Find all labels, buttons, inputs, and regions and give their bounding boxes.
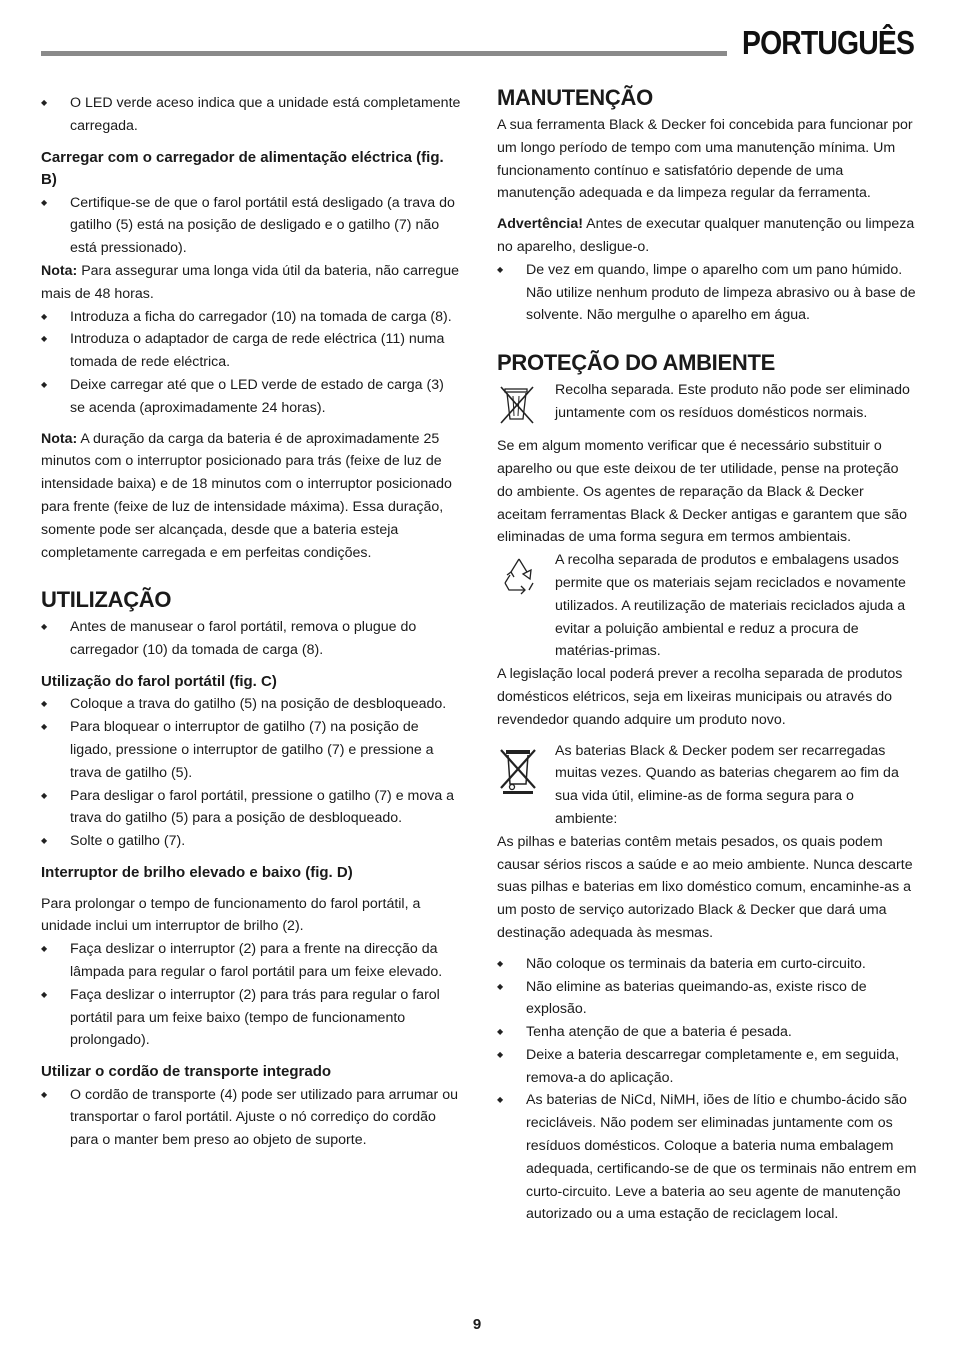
page-language-title: PORTUGUÊS [741,24,914,61]
bullet-item: ◆ Faça deslizar o interruptor (2) para trás para regular o farol portátil para um feixe baixo (tempo de funcionamento prolongado). [41,984,461,1052]
bullet-item: ◆ Solte o gatilho (7). [41,830,461,853]
strap-heading: Utilizar o cordão de transporte integrado [41,1063,332,1081]
bullet-item: ◆ As baterias de NiCd, NiMH, iões de lítio e chumbo-ácido são recicláveis. Não podem ser eliminadas juntamente com os resíduos domésticos. Coloque a bateria numa embalagem adequada, certificando-se de que os terminais não entrem em curto-circuito. Leve a bateria ao seu agente de manutenção autorizado ou a uma estação de reciclagem local. [497,1089,917,1226]
note-charge-duration [41,428,461,565]
environment-paragraph-3: As pilhas e baterias contêm metais pesados, os quais podem causar sérios riscos a saúde e ao meio ambiente. Nunca descarte suas pilhas e baterias em lixo doméstico comum, encaminhe-as a um posto de serviço autorizado Black & Decker que dará uma destinação adequada às mesmas. [497,833,913,941]
charge-bullet-list-2 [41,306,461,420]
bullet-item: ◆ Coloque a trava do gatilho (5) na posição de desbloqueado. [41,693,461,716]
bullet-item: ◆ O LED verde aceso indica que a unidade está completamente carregada. [41,92,461,138]
bullet-item: ◆ Para desligar o farol portátil, pressione o gatilho (7) e mova a trava do gatilho (5) para a posição de desbloqueado. [41,785,461,831]
strap-bullet-list [41,1084,461,1152]
maintenance-warning [497,213,917,259]
bullet-item: ◆ Introduza o adaptador de carga de rede eléctrica (11) numa tomada de rede eléctrica. [41,328,461,374]
battery-disposal-row [497,740,917,831]
brightness-heading: Interruptor de brilho elevado e baixo (fig. D) [41,864,353,882]
environment-paragraph-1: Se em algum momento verificar que é necessário substituir o aparelho ou que este deixou de ter utilidade, pense na proteção do ambiente. Os agentes de reparação da Black & Decker aceitam ferramentas Black & Decker antigas e garantem que são eliminadas de uma forma segura em termos ambientais. [497,438,908,546]
section-heading-ambiente: PROTEÇÃO DO AMBIENTE [497,350,775,376]
header-rule [41,51,727,56]
charge-bullet-list-1 [41,192,461,260]
brightness-bullet-list [41,938,461,1052]
section-heading-utilizacao: UTILIZAÇÃO [41,587,172,613]
lamp-use-heading: Utilização do farol portátil (fig. C) [41,672,277,690]
note-battery-life [41,260,461,306]
right-column [497,84,917,1226]
recycling-text: A recolha separada de produtos e embalagens usados permite que os materiais sejam reciclados e novamente utilizados. A reutilização de materiais reciclados ajuda a evitar a poluição ambiental e reduz a procura de matérias-primas. [555,552,906,660]
crossed-bin-icon [497,383,543,427]
bullet-item: ◆ Não coloque os terminais da bateria em curto-circuito. [497,953,917,976]
note-label: Nota: [41,262,78,279]
charge-heading: Carregar com o carregador de alimentação eléctrica (fig. B) [41,148,444,189]
use-bullet-list [41,616,461,662]
recycling-row [497,549,917,663]
bullet-item: ◆ De vez em quando, limpe o aparelho com um pano húmido. Não utilize nenhum produto de limpeza abrasivo ou à base de solvente. Não mergulhe o aparelho em água. [497,259,917,327]
maintenance-text: A sua ferramenta Black & Decker foi concebida para funcionar por um longo período de tempo com uma manutenção mínima. Um funcionamento contínuo e satisfatório depende de uma manutenção adequada e da limpeza regular da ferramenta. [497,117,913,202]
bullet-item: ◆ Deixe carregar até que o LED verde de estado de carga (3) se acenda (aproximadamente 24 horas). [41,374,461,420]
recycle-icon [497,553,543,597]
environment-paragraph-2: A legislação local poderá prever a recolha separada de produtos domésticos elétricos, seja em lixeiras municipais ou através do revendedor quando adquire um produto novo. [497,666,903,728]
bullet-item: ◆ Faça deslizar o interruptor (2) para a frente na direcção da lâmpada para regular o farol portátil para um feixe elevado. [41,938,461,984]
bullet-item: ◆ Não elimine as baterias queimando-as, existe risco de explosão. [497,976,917,1022]
bullet-item: ◆ Para bloquear o interruptor de gatilho (7) na posição de ligado, pressione o interruptor de gatilho (7) e pressione a trava de gatilho (5). [41,716,461,784]
lamp-bullet-list [41,693,461,853]
intro-bullet-list [41,92,461,138]
note-label: Nota: [41,430,78,447]
warning-text: Antes de executar qualquer manutenção ou limpeza no aparelho, desligue-o. [497,216,915,255]
battery-disposal-text: As baterias Black & Decker podem ser recarregadas muitas vezes. Quando as baterias chegarem ao fim da sua vida útil, elimine-as de forma segura para o ambiente: [555,742,899,827]
separate-collection-text: Recolha separada. Este produto não pode ser eliminado juntamente com os resíduos domésticos normais. [555,382,910,421]
warning-label: Advertência! [497,216,583,233]
bullet-item: ◆ Certifique-se de que o farol portátil está desligado (a trava do gatilho (5) está na posição de desligado e o gatilho (7) não está pressionado). [41,192,461,260]
maintenance-bullet-list [497,259,917,327]
bullet-item: ◆ Deixe a bateria descarregar completamente e, em seguida, remova-a do aplicação. [497,1044,917,1090]
left-column [41,92,461,1152]
battery-bullet-list [497,953,917,1227]
bullet-item: ◆ Tenha atenção de que a bateria é pesada. [497,1021,917,1044]
page-number: 9 [472,1316,482,1333]
brightness-text: Para prolongar o tempo de funcionamento do farol portátil, a unidade inclui um interruptor de brilho (2). [41,895,421,935]
bullet-item: ◆ O cordão de transporte (4) pode ser utilizado para arrumar ou transportar o farol portátil. Ajuste o nó corrediço do cordão para o manter bem preso ao objeto de suporte. [41,1084,461,1152]
bullet-item: ◆ Introduza a ficha do carregador (10) na tomada de carga (8). [41,306,461,329]
bullet-item: ◆ Antes de manusear o farol portátil, remova o plugue do carregador (10) da tomada de carga (8). [41,616,461,662]
crossed-battery-bin-icon [497,744,543,794]
note-text: Para assegurar uma longa vida útil da bateria, não carregue mais de 48 horas. [41,262,459,302]
section-heading-manutencao: MANUTENÇÃO [497,85,653,110]
note-text: A duração da carga da bateria é de aproximadamente 25 minutos com o interruptor posicionado para trás (feixe de luz de intensidade baixa) e de 18 minutos com o interruptor posicionado para frente (feixe de luz de intensidade máxima). Essa duração, somente pode ser alcançada, desde que a bateria esteja completamente carregada e em perfeitas condições. [41,430,452,561]
separate-collection-row [497,379,917,427]
